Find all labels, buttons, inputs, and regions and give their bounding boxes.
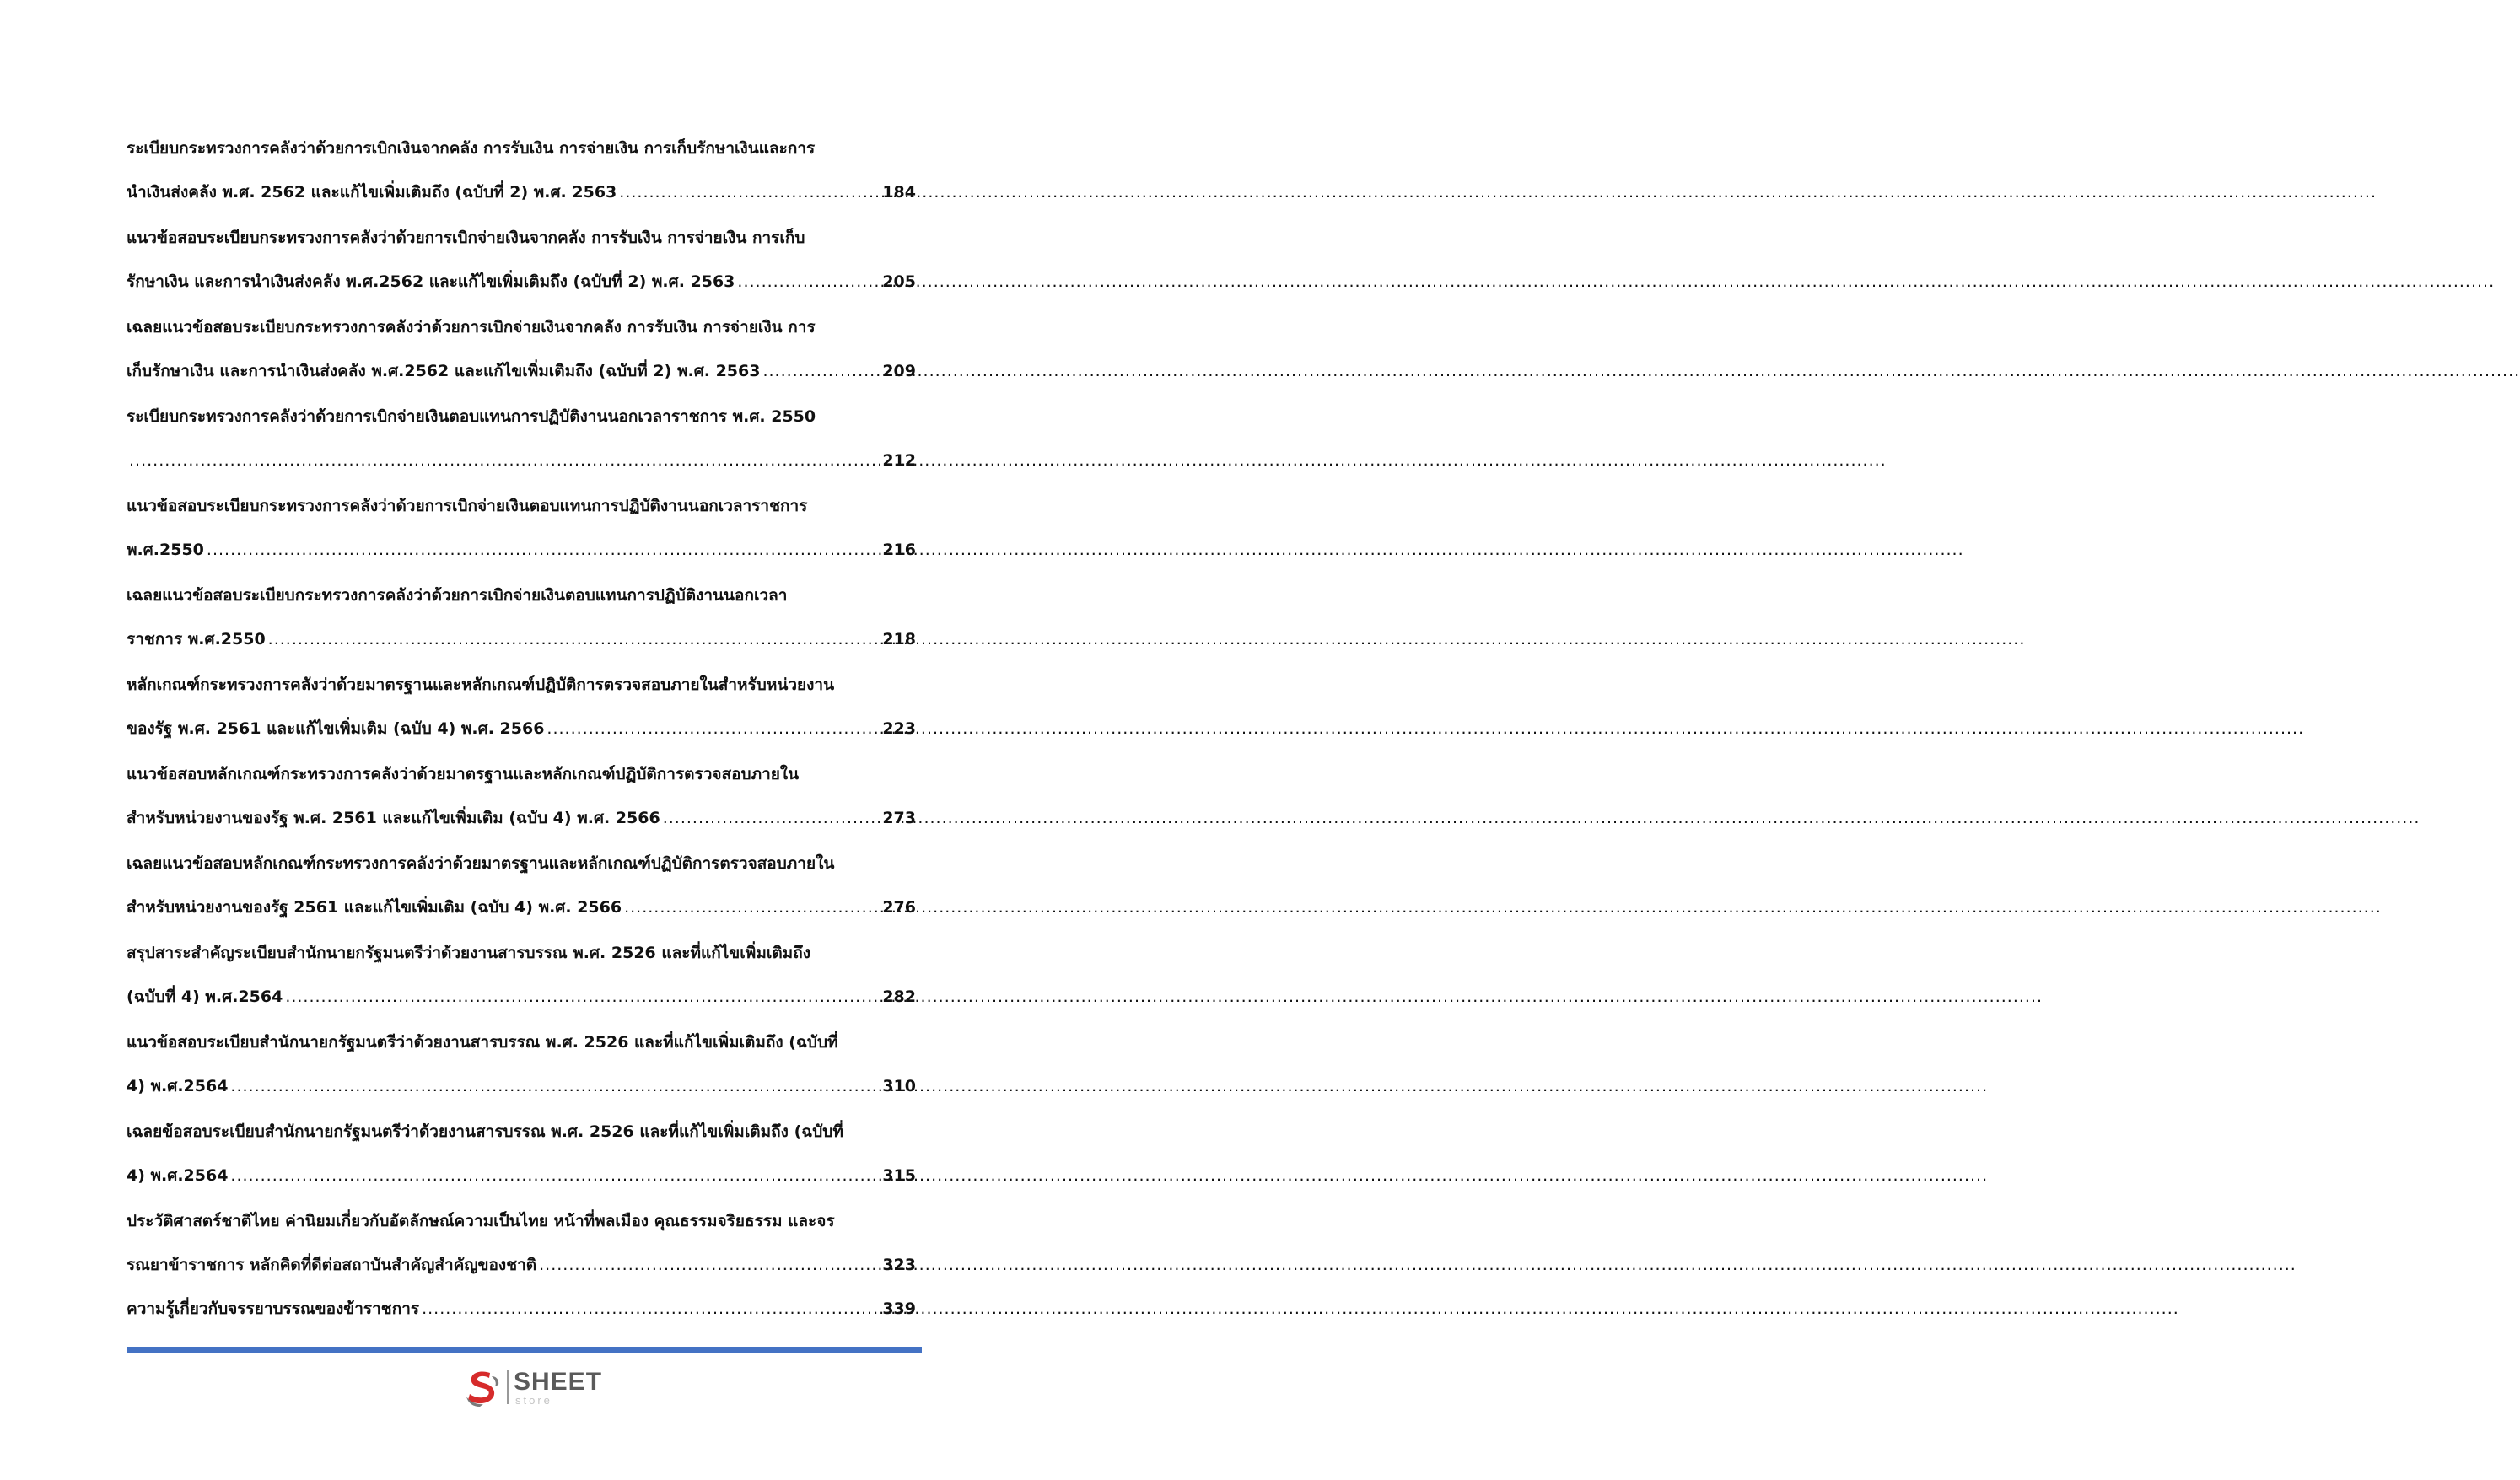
toc-entry-title-cont: (ฉบับที่ 4) พ.ศ.2564 (127, 988, 283, 1006)
toc-entry-title: เฉลยแนวข้อสอบระเบียบกระทรวงการคลังว่าด้วยการเบิกจ่ายเงินจากคลัง การรับเงิน การจ่ายเงิน การ (127, 318, 816, 336)
footer-divider (127, 1347, 922, 1353)
toc-entry-title: หลักเกณฑ์กระทรวงการคลังว่าด้วยมาตรฐานและหลักเกณฑ์ปฏิบัติการตรวจสอบภายในสำหรับหน่วยงาน (127, 675, 835, 694)
logo-main-text: SHEET (514, 1367, 603, 1396)
toc-page-number: 323 (882, 1256, 916, 1274)
toc-page-number: 339 (882, 1300, 916, 1318)
toc-entry[interactable] (127, 395, 916, 484)
toc-entry-title-cont: รณยาข้าราชการ หลักคิดที่ดีต่อสถาบันสำคัญสำคัญของชาติ (127, 1256, 537, 1274)
toc-entry-title-cont: พ.ศ.2550 (127, 541, 204, 559)
sheet-store-logo-icon (461, 1366, 503, 1408)
dot-leader (129, 439, 880, 482)
toc-page-number: 209 (882, 362, 916, 380)
toc-entry-title: ระเบียบกระทรวงการคลังว่าด้วยการเบิกจ่ายเงินตอบแทนการปฏิบัติงานนอกเวลาราชการ พ.ศ. 2550 (127, 407, 816, 426)
toc-page-number: 315 (882, 1166, 916, 1185)
toc-page-number: 218 (882, 630, 916, 649)
toc-page-number: 276 (882, 898, 916, 917)
toc-entry-title: เฉลยแนวข้อสอบหลักเกณฑ์กระทรวงการคลังว่าด้วยมาตรฐานและหลักเกณฑ์ปฏิบัติการตรวจสอบภายใน (127, 854, 835, 873)
toc-entry-title-cont: ราชการ พ.ศ.2550 (127, 630, 266, 649)
toc-entry[interactable] (127, 663, 916, 752)
toc-entry-title: แนวข้อสอบหลักเกณฑ์กระทรวงการคลังว่าด้วยมาตรฐานและหลักเกณฑ์ปฏิบัติการตรวจสอบภายใน (127, 765, 800, 783)
toc-entry[interactable] (127, 842, 916, 931)
dot-leader (285, 975, 880, 1019)
toc-entry[interactable] (127, 752, 916, 842)
toc-entry-title: แนวข้อสอบระเบียบกระทรวงการคลังว่าด้วยการเบิกจ่ายเงินตอบแทนการปฏิบัติงานนอกเวลาราชการ (127, 497, 808, 515)
dot-leader (547, 707, 880, 751)
toc-entry[interactable] (127, 216, 916, 305)
dot-leader (539, 1243, 880, 1287)
toc-page-number: 216 (882, 541, 916, 559)
toc-entry[interactable] (127, 1020, 916, 1110)
toc-entry-title: แนวข้อสอบระเบียบกระทรวงการคลังว่าด้วยการเบิกจ่ายเงินจากคลัง การรับเงิน การจ่ายเงิน การเก็บ (127, 229, 805, 247)
logo-wordmark (514, 1367, 603, 1407)
dot-leader (230, 1154, 880, 1197)
toc-entry-title-cont: เก็บรักษาเงิน และการนำเงินส่งคลัง พ.ศ.2562 และแก้ไขเพิ่มเติมถึง (ฉบับที่ 2) พ.ศ. 2563 (127, 362, 761, 380)
toc-entry-title-cont: 4) พ.ศ.2564 (127, 1166, 229, 1185)
toc-entry-title: เฉลยข้อสอบระเบียบสำนักนายกรัฐมนตรีว่าด้วยงานสารบรรณ พ.ศ. 2526 และที่แก้ไขเพิ่มเติมถึง (ฉบับที่ (127, 1122, 843, 1141)
dot-leader (207, 528, 880, 572)
toc-page-number: 282 (882, 988, 916, 1006)
table-of-contents (127, 126, 916, 1378)
dot-leader (422, 1287, 880, 1331)
toc-entry-title-cont: สำหรับหน่วยงานของรัฐ 2561 และแก้ไขเพิ่มเติม (ฉบับ 4) พ.ศ. 2566 (127, 898, 622, 917)
toc-entry[interactable] (127, 484, 916, 573)
toc-page-number: 184 (882, 183, 916, 202)
logo-sub-text: store (515, 1393, 552, 1407)
toc-entry[interactable] (127, 573, 916, 663)
dot-leader (624, 885, 880, 929)
toc-entry-title-cont: นำเงินส่งคลัง พ.ศ. 2562 และแก้ไขเพิ่มเติมถึง (ฉบับที่ 2) พ.ศ. 2563 (127, 183, 617, 202)
toc-entry-title: ระเบียบกระทรวงการคลังว่าด้วยการเบิกเงินจากคลัง การรับเงิน การจ่ายเงิน การเก็บรักษาเงินและการ (127, 139, 816, 158)
logo-separator (507, 1370, 509, 1404)
toc-entry-title-cont: สำหรับหน่วยงานของรัฐ พ.ศ. 2561 และแก้ไขเพิ่มเติม (ฉบับ 4) พ.ศ. 2566 (127, 809, 660, 827)
dot-leader (737, 260, 880, 304)
toc-entry-title: สรุปสาระสำคัญระเบียบสำนักนายกรัฐมนตรีว่าด้วยงานสารบรรณ พ.ศ. 2526 และที่แก้ไขเพิ่มเติมถึง (127, 944, 810, 962)
toc-entry[interactable] (127, 1110, 916, 1199)
dot-leader (663, 796, 880, 840)
toc-entry-title-cont: 4) พ.ศ.2564 (127, 1077, 229, 1095)
toc-entry[interactable] (127, 305, 916, 395)
dot-leader (230, 1064, 880, 1108)
toc-entry-title: แนวข้อสอบระเบียบสำนักนายกรัฐมนตรีว่าด้วยงานสารบรรณ พ.ศ. 2526 และที่แก้ไขเพิ่มเติมถึง (ฉบับที่ (127, 1033, 838, 1052)
toc-page-number: 273 (882, 809, 916, 827)
dot-leader (762, 349, 880, 393)
sheet-store-logo (461, 1363, 605, 1412)
dot-leader (619, 170, 880, 214)
toc-entry-title: เฉลยแนวข้อสอบระเบียบกระทรวงการคลังว่าด้วยการเบิกจ่ายเงินตอบแทนการปฏิบัติงานนอกเวลา (127, 586, 788, 605)
toc-entry-title: ประวัติศาสตร์ชาติไทย ค่านิยมเกี่ยวกับอัตลักษณ์ความเป็นไทย หน้าที่พลเมือง คุณธรรมจริยธรรม และจร (127, 1212, 835, 1230)
toc-page-number: 205 (882, 272, 916, 291)
dot-leader (268, 617, 880, 661)
toc-entry-title-cont: ความรู้เกี่ยวกับจรรยาบรรณของข้าราชการ (127, 1300, 420, 1318)
toc-page-number: 212 (882, 451, 916, 470)
toc-entry[interactable] (127, 931, 916, 1020)
toc-page-number: 310 (882, 1077, 916, 1095)
toc-entry[interactable] (127, 126, 916, 216)
toc-entry-title-cont: ของรัฐ พ.ศ. 2561 และแก้ไขเพิ่มเติม (ฉบับ 4) พ.ศ. 2566 (127, 719, 545, 738)
toc-entry[interactable] (127, 1199, 916, 1289)
toc-page-number: 223 (882, 719, 916, 738)
toc-entry-title-cont: รักษาเงิน และการนำเงินส่งคลัง พ.ศ.2562 และแก้ไขเพิ่มเติมถึง (ฉบับที่ 2) พ.ศ. 2563 (127, 272, 735, 291)
